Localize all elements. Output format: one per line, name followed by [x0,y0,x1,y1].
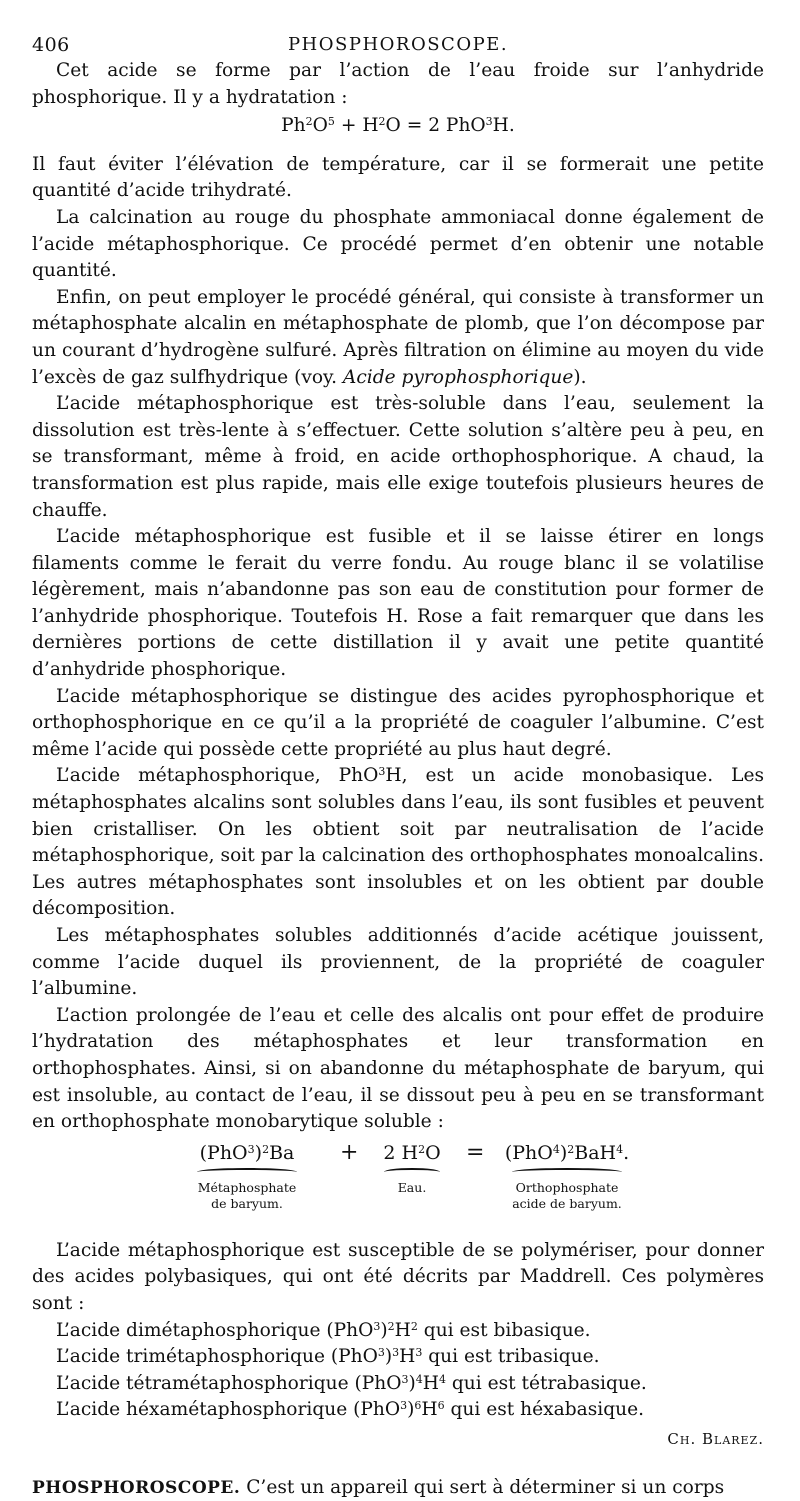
list-item: L’acide héxamétaphosphorique $(PhO^3)^6H^6$ qui est héxabasique. [32,1397,764,1424]
reaction-equation [32,1140,764,1218]
cross-reference: Acide pyrophosphorique [343,367,574,388]
paragraph-temperature: Il faut éviter l’élévation de température, car il se formerait une petite quantité d’acide trihydraté. [32,152,764,205]
paragraph-general-method: Enfin, on peut employer le procédé général, qui consiste à transformer un métaphosphate alcalin en métaphosphate de plomb, que l’on décompose par un courant d’hydrogène sulfuré. Après filtration on élimine au moyen du vide l’excès de gaz sulfhydrique (voy. Acide pyrophosphorique). [32,285,764,391]
list-item: L’acide tétramétaphosphorique $(PhO^3)^4H^4$ qui est tétrabasique. [32,1371,764,1398]
entry-headword: PHOSPHOROSCOPE. [32,1478,240,1498]
paragraph-albumin: L’acide métaphosphorique se distingue des acides pyrophosphorique et orthophosphorique en ce qu’il a la propriété de coaguler l’albumine. C’est même l’acide qui possède cette propriété au plus haut degré. [32,684,764,764]
paragraph-monobasic: L’acide métaphosphorique, PhO$^3$H, est un acide monobasique. Les métaphosphates alcalins sont solubles dans l’eau, ils sont fusibles et peuvent bien cristalliser. On les obtient soit par neutralisation de l’acide métaphosphorique, soit par la calcination des orthophosphates monoalcalins. Les autres métaphosphates sont insolubles et on les obtient par double décomposition. [32,763,764,923]
author-signature: Ch. Blarez. [32,1426,764,1453]
paragraph-fusibility: L’acide métaphosphorique est fusible et il se laisse étirer en longs filaments comme le ferait du verre fondu. Au rouge blanc il se volatilise légèrement, mais n’abandonne pas son eau de constitution pour former de l’anhydride phosphorique. Toutefois H. Rose a fait remarquer que dans les dernières portions de cette distillation il y avait une petite quantité d’anhydride phosphorique. [32,524,764,684]
paragraph-hydration: L’action prolongée de l’eau et celle des alcalis ont pour effet de produire l’hydratation des métaphosphates et leur transformation en orthophosphates. Ainsi, si on abandonne du métaphosphate de baryum, qui est insoluble, au contact de l’eau, il se dissout peu à peu en se transformant en orthophosphate monobarytique soluble : [32,1003,764,1136]
page-header [32,28,764,58]
list-item: L’acide dimétaphosphorique $(PhO^3)^2H^2$ qui est bibasique. [32,1318,764,1345]
plus-sign: + [340,1140,358,1166]
paragraph-polymerization: L’acide métaphosphorique est susceptible de se polymériser, pour donner des acides polybasiques, qui ont été décrits par Maddrell. Ces polymères sont : [32,1238,764,1318]
paragraph-formation: Cet acide se forme par l’action de l’eau froide sur l’anhydride phosphorique. Il y a hydratation : [32,58,764,111]
equals-sign: = [466,1140,484,1166]
running-title: PHOSPHOROSCOPE. [32,32,764,59]
paragraph-solubility: L’acide métaphosphorique est très-soluble dans l’eau, seulement la dissolution est très-lente à s’effectuer. Cette solution s’altère peu à peu, en se transformant, même à froid, en acide orthophosphorique. A chaud, la transformation est plus rapide, mais elle exige toutefois plusieurs heures de chauffe. [32,391,764,524]
paragraph-calcination: La calcination au rouge du phosphate ammoniacal donne également de l’acide métaphosphorique. Ce procédé permet d’en obtenir une notable quantité. [32,205,764,285]
paragraph-soluble-metaphosphates: Les métaphosphates solubles additionnés d’acide acétique jouissent, comme l’acide duquel ils proviennent, de la propriété de coaguler l’albumine. [32,923,764,1003]
page-number: 406 [32,32,70,59]
reactant-barium-metaphosphate: $(PhO^3)^2Ba$ Métaphosphate de baryum. [182,1140,312,1212]
product-orthophosphate: $(PhO^4)^2BaH^4$. Orthophosphate acide de baryum. [492,1140,642,1212]
dictionary-entry: PHOSPHOROSCOPE. C’est un appareil qui sert à déterminer si un corps [32,1475,764,1501]
equation-hydration: $Ph^2O^5 + H^2O = 2$ PhO$^3$H. [32,113,764,140]
list-item: L’acide trimétaphosphorique $(PhO^3)^3H^3$ qui est tribasique. [32,1344,764,1371]
polymer-list [32,1318,764,1424]
reactant-water: 2 $H^2O$ Eau. [372,1140,452,1196]
